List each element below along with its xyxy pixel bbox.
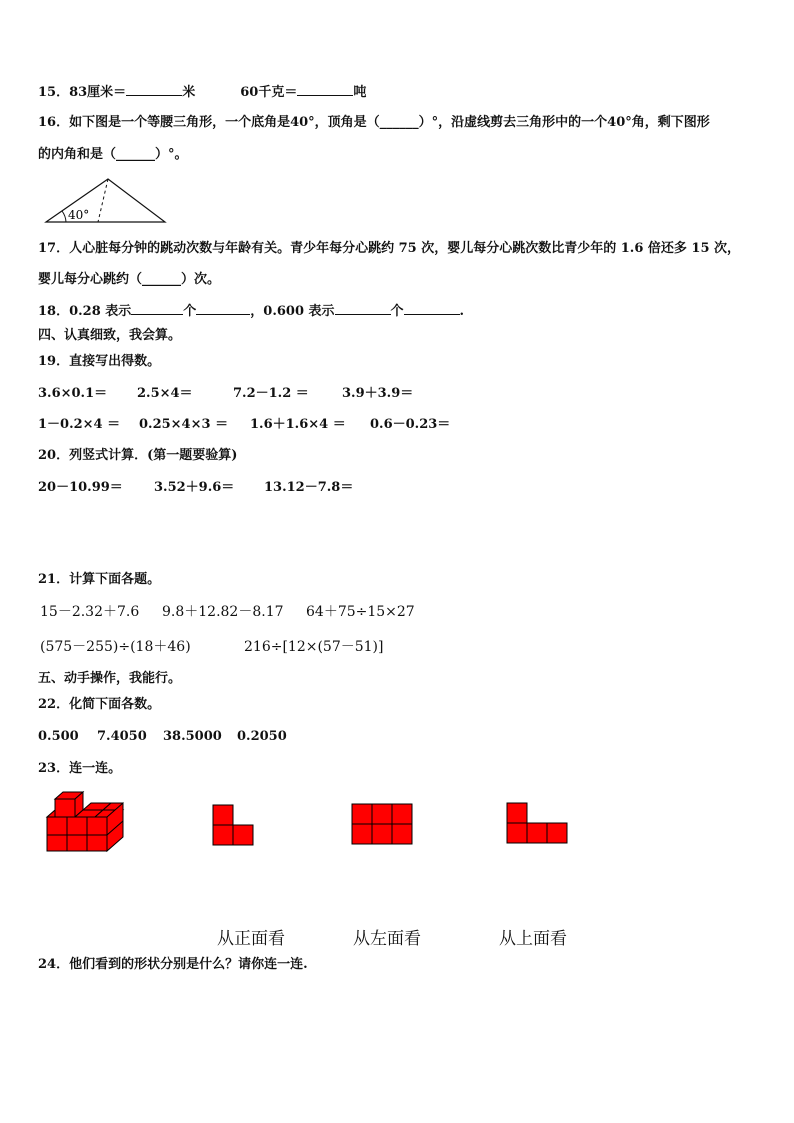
q20-item: 13.12－7.8＝	[264, 480, 354, 495]
q22-item: 7.4050	[97, 729, 147, 744]
q15-unit-b: 吨	[353, 85, 367, 100]
q16-line2: 的内角和是（______）°。	[38, 147, 188, 162]
q16-line1: 16．如下图是一个等腰三角形，一个底角是40°，顶角是（______）°，沿虚线剪去三角形中的一个40°角，剩下图形	[38, 115, 710, 130]
q21-title: 21．计算下面各题。	[38, 572, 161, 587]
q24-title: 24．他们看到的形状分别是什么？请你连一连.	[38, 957, 308, 972]
view-shape-1	[212, 804, 256, 846]
q15-unit-a: 米	[182, 85, 196, 100]
label-left-view: 从左面看	[353, 929, 421, 949]
q19-row1-item: 2.5×4＝	[137, 386, 193, 401]
section-5-heading: 五、动手操作，我能行。	[38, 671, 182, 686]
q15-part-a: 83厘米＝	[69, 85, 127, 100]
q18-line	[38, 302, 464, 321]
label-top-view: 从上面看	[499, 929, 567, 949]
cube-stack-figure	[46, 791, 126, 853]
q21-expr: 15－2.32＋7.6	[40, 604, 140, 620]
q18-text-a: 18．0.28 表示	[38, 304, 132, 319]
q22-item: 38.5000	[163, 729, 222, 744]
q19-title: 19．直接写出得数。	[38, 354, 161, 369]
q17-line1: 17．人心脏每分钟的跳动次数与年龄有关。青少年每分心跳约 75 次，婴儿每分心跳次数比青少年的 1.6 倍还多 15 次，	[38, 241, 741, 256]
q18-unit-b: 个	[390, 304, 404, 319]
isosceles-triangle-figure	[44, 177, 170, 225]
q23-title: 23．连一连。	[38, 761, 122, 776]
q22-title: 22．化简下面各数。	[38, 697, 161, 712]
q21-expr: 9.8＋12.82－8.17	[162, 604, 284, 620]
q22-item: 0.2050	[237, 729, 287, 744]
q19-row2-item: 0.25×4×3 ＝	[139, 417, 229, 432]
q19-row2-item: 0.6－0.23＝	[370, 417, 451, 432]
q15-part-b: 60千克＝	[240, 85, 298, 100]
q21-expr: 64＋75÷15×27	[306, 604, 415, 620]
q15-blank-b[interactable]	[297, 83, 353, 96]
view-shape-2	[351, 803, 413, 845]
q18-end: .	[459, 304, 465, 319]
q22-item: 0.500	[38, 729, 79, 744]
q19-row2-item: 1.6＋1.6×4 ＝	[250, 417, 346, 432]
q19-row1-item: 7.2－1.2 ＝	[233, 386, 309, 401]
q18-blank-3[interactable]	[335, 302, 391, 315]
q15-blank-a[interactable]	[126, 83, 182, 96]
q20-item: 20－10.99＝	[38, 480, 123, 495]
q20-title: 20．列竖式计算．(第一题要验算)	[38, 448, 238, 463]
q18-blank-4[interactable]	[404, 302, 460, 315]
q18-blank-1[interactable]	[131, 302, 183, 315]
q17-line2: 婴儿每分心跳约（______）次。	[38, 272, 221, 287]
q18-sep: ，0.600 表示	[250, 304, 335, 319]
q15-line	[38, 83, 366, 102]
label-front-view: 从正面看	[217, 929, 285, 949]
q19-row2-item: 1－0.2×4 ＝	[38, 417, 121, 432]
q21-expr: (575－255)÷(18＋46)	[40, 639, 191, 655]
q18-unit-a: 个	[183, 304, 197, 319]
section-4-heading: 四、认真细致，我会算。	[38, 328, 182, 343]
q19-row1-item: 3.6×0.1＝	[38, 386, 108, 401]
q18-blank-2[interactable]	[196, 302, 250, 315]
q15-number: 15．	[38, 85, 70, 100]
q21-expr: 216÷[12×(57－51)]	[244, 639, 384, 655]
view-shape-3	[506, 802, 570, 844]
q20-item: 3.52＋9.6＝	[154, 480, 235, 495]
q19-row1-item: 3.9＋3.9＝	[342, 386, 414, 401]
angle-label: 40°	[68, 208, 90, 222]
